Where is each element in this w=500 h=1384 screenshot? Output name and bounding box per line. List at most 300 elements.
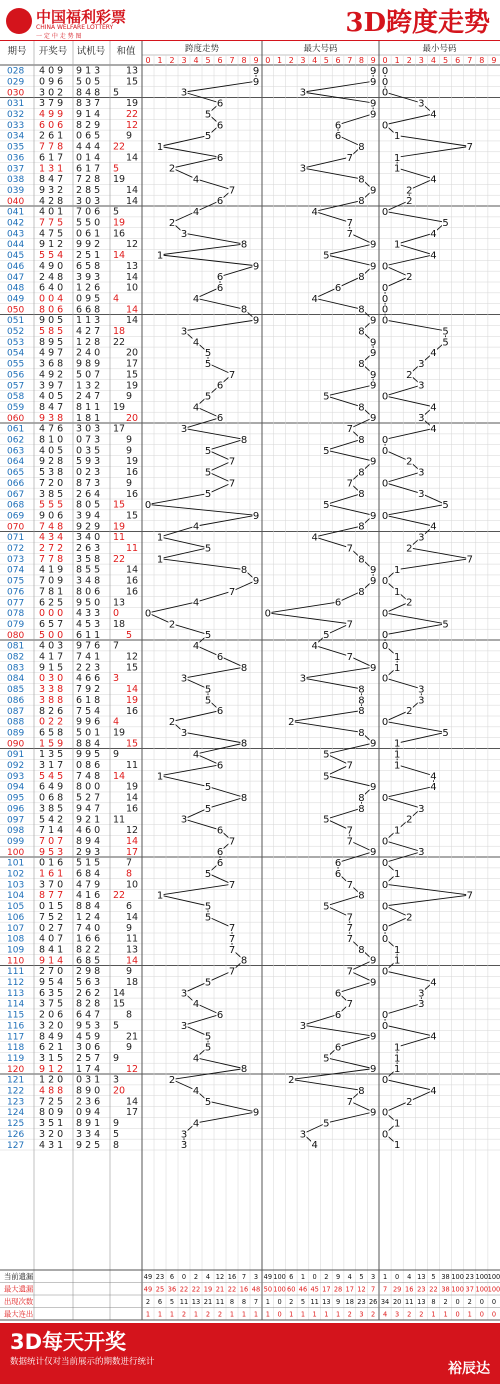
draw-number-cell: 9 1 2: [39, 239, 64, 251]
max-point: 8: [358, 196, 365, 208]
draw-number-cell: 0 1 6: [39, 857, 64, 869]
trial-number-cell: 6 1 1: [76, 629, 101, 641]
trial-number-cell: 7 5 4: [76, 705, 101, 717]
max-point: 4: [311, 207, 318, 219]
span-point: 3: [180, 424, 188, 436]
stat-cell: 8: [241, 1298, 247, 1306]
max-point: 8: [358, 586, 365, 598]
draw-number-cell: 9 0 6: [39, 510, 64, 522]
col-header-max: 最大号码: [303, 44, 338, 54]
trial-number-cell: 2 9 3: [76, 846, 101, 858]
min-point: 3: [418, 999, 425, 1011]
stat-cell: 29: [392, 1285, 402, 1294]
stat-label: 最大遗漏: [4, 1284, 34, 1294]
period-cell: 088: [7, 717, 25, 728]
stat-cell: 1: [335, 1310, 341, 1319]
draw-number-cell: 9 3 2: [39, 184, 64, 196]
period-cell: 104: [7, 891, 25, 902]
max-point: 8: [358, 803, 365, 815]
span-point: 4: [192, 1053, 200, 1065]
draw-number-cell: 4 0 1: [39, 206, 64, 218]
min-point: 0: [381, 445, 389, 457]
max-point: 9: [369, 565, 377, 577]
stat-cell: 5: [431, 1273, 436, 1281]
period-cell: 124: [7, 1108, 25, 1119]
max-point: 9: [369, 782, 377, 794]
stat-cell: 11: [215, 1298, 225, 1306]
span-point: 6: [216, 651, 224, 663]
min-point: 3: [418, 684, 425, 696]
stat-cell: 100: [451, 1285, 464, 1294]
min-point: 0: [381, 1020, 389, 1032]
stat-cell: 0: [479, 1298, 484, 1306]
sum-value-cell: 13: [113, 597, 126, 609]
span-point: 5: [204, 131, 212, 143]
stat-cell: 12: [215, 1273, 225, 1281]
sum-value-cell: 15: [126, 369, 139, 381]
digit-header-label: 6: [455, 56, 461, 65]
max-point: 8: [358, 684, 365, 696]
max-point: 8: [358, 727, 365, 739]
digit-header-label: 4: [193, 56, 199, 65]
period-cell: 079: [7, 619, 25, 630]
period-cell: 099: [7, 836, 25, 847]
period-cell: 043: [7, 229, 25, 240]
sum-value-cell: 14: [126, 195, 139, 207]
span-point: 4: [192, 1085, 200, 1097]
stat-cell: 5: [359, 1273, 364, 1281]
span-point: 5: [204, 467, 212, 479]
min-point: 3: [418, 803, 425, 815]
sum-value-cell: 14: [126, 564, 139, 576]
stat-cell: 1: [229, 1310, 235, 1319]
period-cell: 059: [7, 402, 25, 413]
min-point: 0: [381, 717, 389, 729]
max-point: 7: [346, 934, 353, 946]
draw-number-cell: 4 9 9: [39, 109, 64, 120]
min-point: 1: [393, 955, 401, 967]
stat-cell: 22: [227, 1285, 237, 1294]
stat-cell: 23: [417, 1285, 426, 1294]
draw-number-cell: 0 6 8: [39, 792, 64, 804]
min-point: 2: [406, 456, 413, 468]
max-point: 8: [358, 304, 365, 316]
span-point: 7: [228, 934, 236, 946]
trial-number-cell: 7 9 2: [76, 684, 101, 696]
trial-number-cell: 6 5 8: [76, 260, 101, 272]
max-point: 8: [358, 434, 365, 446]
span-point: 6: [216, 120, 224, 132]
trial-number-cell: 0 9 4: [76, 1107, 101, 1119]
min-point: 4: [430, 228, 437, 240]
min-point: 3: [418, 467, 425, 479]
min-point: 4: [430, 402, 437, 414]
footer-title: 3D每天开奖: [10, 1330, 127, 1354]
min-point: 0: [381, 207, 389, 219]
draw-number-cell: 7 1 4: [39, 825, 64, 837]
draw-number-cell: 3 3 8: [39, 684, 64, 696]
digit-header-label: 0: [265, 56, 271, 65]
min-point: 4: [430, 174, 437, 186]
sum-value-cell: 19: [113, 174, 126, 186]
digit-header-label: 9: [370, 56, 376, 65]
sum-value-cell: 12: [126, 825, 139, 837]
span-point: 4: [192, 999, 200, 1011]
span-point: 2: [168, 163, 176, 175]
max-point: 7: [346, 152, 353, 164]
trial-number-cell: 5 6 3: [76, 977, 101, 988]
trial-number-cell: 4 6 6: [76, 673, 101, 685]
trial-number-cell: 9 9 5: [76, 749, 101, 761]
stat-cell: 11: [310, 1298, 319, 1306]
max-point: 7: [346, 1096, 353, 1108]
stat-cell: 0: [181, 1273, 187, 1281]
period-cell: 123: [7, 1097, 25, 1108]
draw-number-cell: 9 3 8: [39, 412, 64, 424]
min-point: 2: [406, 814, 413, 826]
min-point: 0: [381, 836, 389, 848]
draw-number-cell: 7 5 2: [39, 911, 64, 923]
max-point: 8: [358, 326, 365, 338]
span-point: 5: [204, 630, 212, 642]
draw-number-cell: 3 7 5: [39, 998, 64, 1010]
min-point: 2: [406, 597, 413, 609]
max-point: 7: [346, 825, 353, 837]
stat-cell: 7: [241, 1273, 247, 1281]
span-point: 5: [204, 1031, 212, 1043]
span-point: 5: [204, 543, 212, 555]
draw-number-cell: 0 0 4: [39, 293, 64, 305]
max-point: 9: [369, 510, 377, 522]
span-point: 7: [228, 966, 236, 978]
max-point: 9: [369, 1107, 377, 1119]
sum-value-cell: 8: [113, 1139, 120, 1151]
span-point: 7: [228, 923, 236, 935]
span-point: 6: [216, 283, 224, 295]
sum-value-cell: 14: [126, 315, 139, 327]
min-point: 2: [406, 185, 413, 197]
period-cell: 118: [7, 1043, 25, 1054]
sum-value-cell: 14: [126, 1096, 139, 1108]
stat-cell: 21: [203, 1298, 213, 1306]
digit-header-label: 8: [479, 56, 485, 65]
span-point: 5: [204, 695, 212, 707]
trial-number-cell: 8 3 7: [76, 98, 101, 110]
span-point: 5: [204, 1042, 212, 1054]
draw-number-cell: 4 7 6: [39, 423, 64, 435]
min-point: 3: [418, 489, 425, 501]
sum-value-cell: 14: [126, 184, 139, 196]
draw-number-cell: 0 0 0: [39, 608, 64, 620]
min-point: 0: [381, 630, 389, 642]
sum-value-cell: 4: [113, 293, 120, 305]
draw-number-cell: 9 5 3: [39, 846, 64, 858]
min-point: 3: [418, 695, 425, 707]
digit-header-label: 8: [241, 56, 247, 65]
stat-cell: 23: [465, 1273, 474, 1281]
stat-cell: 2: [193, 1273, 199, 1281]
draw-number-cell: 6 2 1: [39, 1042, 64, 1054]
span-point: 9: [252, 510, 260, 522]
sum-value-cell: 19: [126, 781, 139, 793]
sum-value-cell: 22: [126, 109, 139, 120]
min-point: 4: [430, 348, 437, 360]
span-point: 5: [204, 358, 212, 370]
span-point: 4: [192, 174, 200, 186]
trial-number-cell: 3 0 3: [76, 195, 101, 207]
min-point: 0: [381, 608, 389, 620]
trial-number-cell: 9 2 9: [76, 521, 101, 533]
max-point: 7: [346, 912, 353, 924]
max-point: 7: [346, 999, 353, 1011]
max-point: 8: [358, 489, 365, 501]
period-cell: 100: [7, 847, 25, 858]
min-point: 0: [381, 293, 389, 305]
span-point: 6: [216, 825, 224, 837]
min-point: 4: [430, 250, 437, 262]
max-point: 6: [334, 858, 342, 870]
sum-value-cell: 19: [126, 380, 139, 392]
span-point: 6: [216, 196, 224, 208]
trial-number-cell: 7 4 1: [76, 651, 101, 663]
max-point: 9: [369, 1031, 377, 1043]
min-point: 1: [393, 239, 401, 251]
period-cell: 066: [7, 478, 25, 489]
draw-number-cell: 0 3 0: [39, 673, 64, 685]
max-point: 5: [323, 250, 330, 262]
min-point: 0: [381, 315, 389, 327]
min-point: 0: [381, 120, 389, 132]
sum-value-cell: 19: [113, 401, 126, 413]
trial-number-cell: 2 9 8: [76, 966, 101, 978]
max-point: 2: [288, 717, 295, 729]
max-point: 5: [323, 391, 330, 403]
period-cell: 113: [7, 988, 25, 999]
min-point: 1: [393, 738, 401, 750]
period-cell: 045: [7, 251, 25, 262]
span-point: 7: [228, 586, 236, 598]
sum-value-cell: 20: [113, 1085, 126, 1097]
sum-value-cell: 5: [113, 1128, 120, 1140]
sum-value-cell: 9: [113, 1052, 120, 1064]
draw-number-cell: 4 7 5: [39, 228, 64, 240]
min-point: 4: [430, 1031, 437, 1043]
digit-header-label: 2: [406, 56, 412, 65]
stat-cell: 0: [277, 1310, 282, 1319]
digit-header-label: 7: [347, 56, 353, 65]
max-point: 9: [369, 76, 377, 88]
period-cell: 036: [7, 153, 25, 164]
sum-value-cell: 17: [126, 1107, 139, 1119]
max-point: 7: [346, 478, 353, 490]
trial-number-cell: 3 0 6: [76, 1042, 101, 1054]
max-point: 9: [369, 239, 377, 251]
stat-cell: 7: [253, 1298, 259, 1306]
stat-cell: 3: [395, 1310, 400, 1319]
trial-number-cell: 8 0 0: [76, 781, 101, 793]
stat-cell: 1: [300, 1273, 306, 1281]
trial-number-cell: 7 4 8: [76, 770, 101, 782]
sum-value-cell: 12: [126, 119, 139, 131]
max-point: 8: [358, 695, 365, 707]
trial-number-cell: 5 9 3: [76, 456, 101, 468]
trial-number-cell: 6 6 8: [76, 304, 101, 316]
max-point: 3: [299, 1020, 307, 1032]
stat-cell: 0: [479, 1310, 484, 1319]
min-point: 3: [418, 380, 425, 392]
span-point: 6: [216, 272, 224, 284]
span-point: 7: [228, 836, 236, 848]
stat-cell: 13: [417, 1273, 426, 1281]
brand-slogan: 一 定 中 走 势 图: [36, 33, 82, 40]
period-cell: 089: [7, 728, 25, 739]
max-point: 9: [369, 955, 377, 967]
span-point: 5: [204, 901, 212, 913]
max-point: 3: [299, 673, 307, 685]
sum-value-cell: 12: [126, 651, 139, 663]
draw-number-cell: 1 6 1: [39, 868, 64, 880]
digit-header-label: 1: [394, 56, 400, 65]
stat-cell: 38: [441, 1273, 450, 1281]
max-point: 7: [346, 619, 353, 631]
period-cell: 101: [7, 858, 25, 869]
max-point: 2: [288, 1075, 295, 1087]
period-cell: 085: [7, 685, 25, 696]
stat-cell: 25: [155, 1285, 165, 1294]
sum-value-cell: 14: [126, 792, 139, 804]
sum-value-cell: 8: [126, 1009, 133, 1021]
stat-cell: 4: [205, 1273, 211, 1281]
max-point: 9: [369, 98, 377, 110]
period-cell: 031: [7, 99, 25, 110]
period-cell: 070: [7, 522, 25, 533]
digit-header-label: 6: [217, 56, 223, 65]
draw-number-cell: 7 7 8: [39, 141, 64, 153]
lottery-logo-icon: [6, 8, 32, 34]
span-point: 3: [180, 326, 188, 338]
stat-cell: 20: [392, 1298, 402, 1306]
trial-number-cell: 5 1 5: [76, 857, 101, 869]
min-point: 0: [381, 76, 389, 88]
trial-number-cell: 8 9 0: [76, 1085, 101, 1097]
sum-value-cell: 9: [126, 1042, 133, 1054]
max-point: 5: [323, 445, 330, 457]
period-cell: 052: [7, 327, 25, 337]
span-point: 5: [204, 912, 212, 924]
trial-number-cell: 8 9 1: [76, 1118, 101, 1130]
span-point: 3: [180, 1129, 188, 1141]
span-point: 6: [216, 1009, 224, 1021]
draw-number-cell: 7 8 1: [39, 586, 64, 598]
stat-cell: 22: [179, 1285, 189, 1294]
draw-number-cell: 8 2 6: [39, 705, 64, 717]
trial-number-cell: 6 1 7: [76, 163, 101, 175]
min-point: 0: [381, 1129, 389, 1141]
stat-cell: 2: [467, 1298, 472, 1306]
min-point: 4: [430, 977, 437, 989]
span-point: 8: [240, 662, 248, 674]
span-point: 4: [192, 521, 200, 533]
period-cell: 077: [7, 598, 25, 609]
max-point: 8: [358, 521, 365, 533]
period-cell: 119: [7, 1053, 25, 1064]
span-point: 5: [204, 803, 212, 815]
period-cell: 097: [7, 815, 25, 826]
period-cell: 125: [7, 1119, 25, 1130]
stat-cell: 45: [310, 1285, 319, 1294]
period-cell: 092: [7, 761, 25, 771]
period-cell: 095: [7, 793, 25, 804]
trial-number-cell: 4 3 3: [76, 608, 101, 620]
period-cell: 117: [7, 1032, 25, 1043]
trial-number-cell: 6 1 8: [76, 694, 101, 706]
trial-number-cell: 0 3 1: [76, 1074, 101, 1086]
period-cell: 061: [7, 424, 25, 435]
max-point: 8: [358, 272, 365, 284]
stat-cell: 5: [169, 1298, 175, 1306]
period-cell: 056: [7, 370, 25, 381]
draw-number-cell: 6 0 6: [39, 119, 64, 131]
digit-header-label: 1: [157, 56, 163, 65]
draw-number-cell: 6 1 7: [39, 152, 64, 164]
max-point: 6: [334, 1009, 342, 1021]
stat-cell: 16: [405, 1285, 414, 1294]
draw-number-cell: 9 0 5: [39, 315, 64, 327]
max-point: 4: [311, 293, 318, 305]
draw-number-cell: 5 5 4: [39, 250, 64, 262]
min-point: 4: [430, 771, 437, 783]
stat-cell: 0: [312, 1273, 317, 1281]
draw-number-cell: 3 5 1: [39, 1118, 64, 1130]
span-point: 9: [252, 66, 260, 78]
min-point: 4: [430, 109, 437, 121]
sum-value-cell: 11: [126, 543, 139, 554]
period-cell: 064: [7, 457, 25, 468]
max-point: 4: [311, 532, 318, 544]
min-point: 1: [393, 944, 401, 956]
span-point: 2: [168, 1075, 176, 1087]
period-cell: 037: [7, 164, 25, 175]
min-point: 1: [393, 163, 401, 175]
sum-value-cell: 22: [113, 141, 126, 153]
draw-number-cell: 4 9 2: [39, 369, 64, 381]
col-header-min: 最小号码: [422, 44, 457, 54]
min-point: 0: [381, 434, 389, 446]
max-point: 5: [323, 749, 330, 761]
span-point: 0: [144, 500, 152, 512]
trial-number-cell: 0 6 1: [76, 228, 101, 240]
draw-number-cell: 4 0 3: [39, 640, 64, 652]
period-cell: 065: [7, 468, 25, 479]
draw-number-cell: 0 9 6: [39, 76, 64, 88]
draw-number-cell: 6 5 8: [39, 727, 64, 739]
period-cell: 086: [7, 695, 25, 706]
min-point: 0: [381, 1009, 389, 1021]
trial-number-cell: 8 5 5: [76, 564, 101, 576]
digit-header-label: 7: [229, 56, 235, 65]
draw-number-cell: 1 2 0: [39, 1074, 64, 1086]
trial-number-cell: 5 2 7: [76, 792, 101, 804]
span-point: 6: [216, 380, 224, 392]
sum-value-cell: 15: [113, 499, 126, 511]
span-point: 8: [240, 565, 248, 577]
span-point: 4: [192, 402, 200, 414]
period-cell: 084: [7, 674, 25, 685]
min-point: 0: [381, 575, 389, 587]
stat-cell: 4: [407, 1273, 412, 1281]
span-point: 1: [156, 890, 164, 902]
digit-header-label: 4: [430, 56, 436, 65]
